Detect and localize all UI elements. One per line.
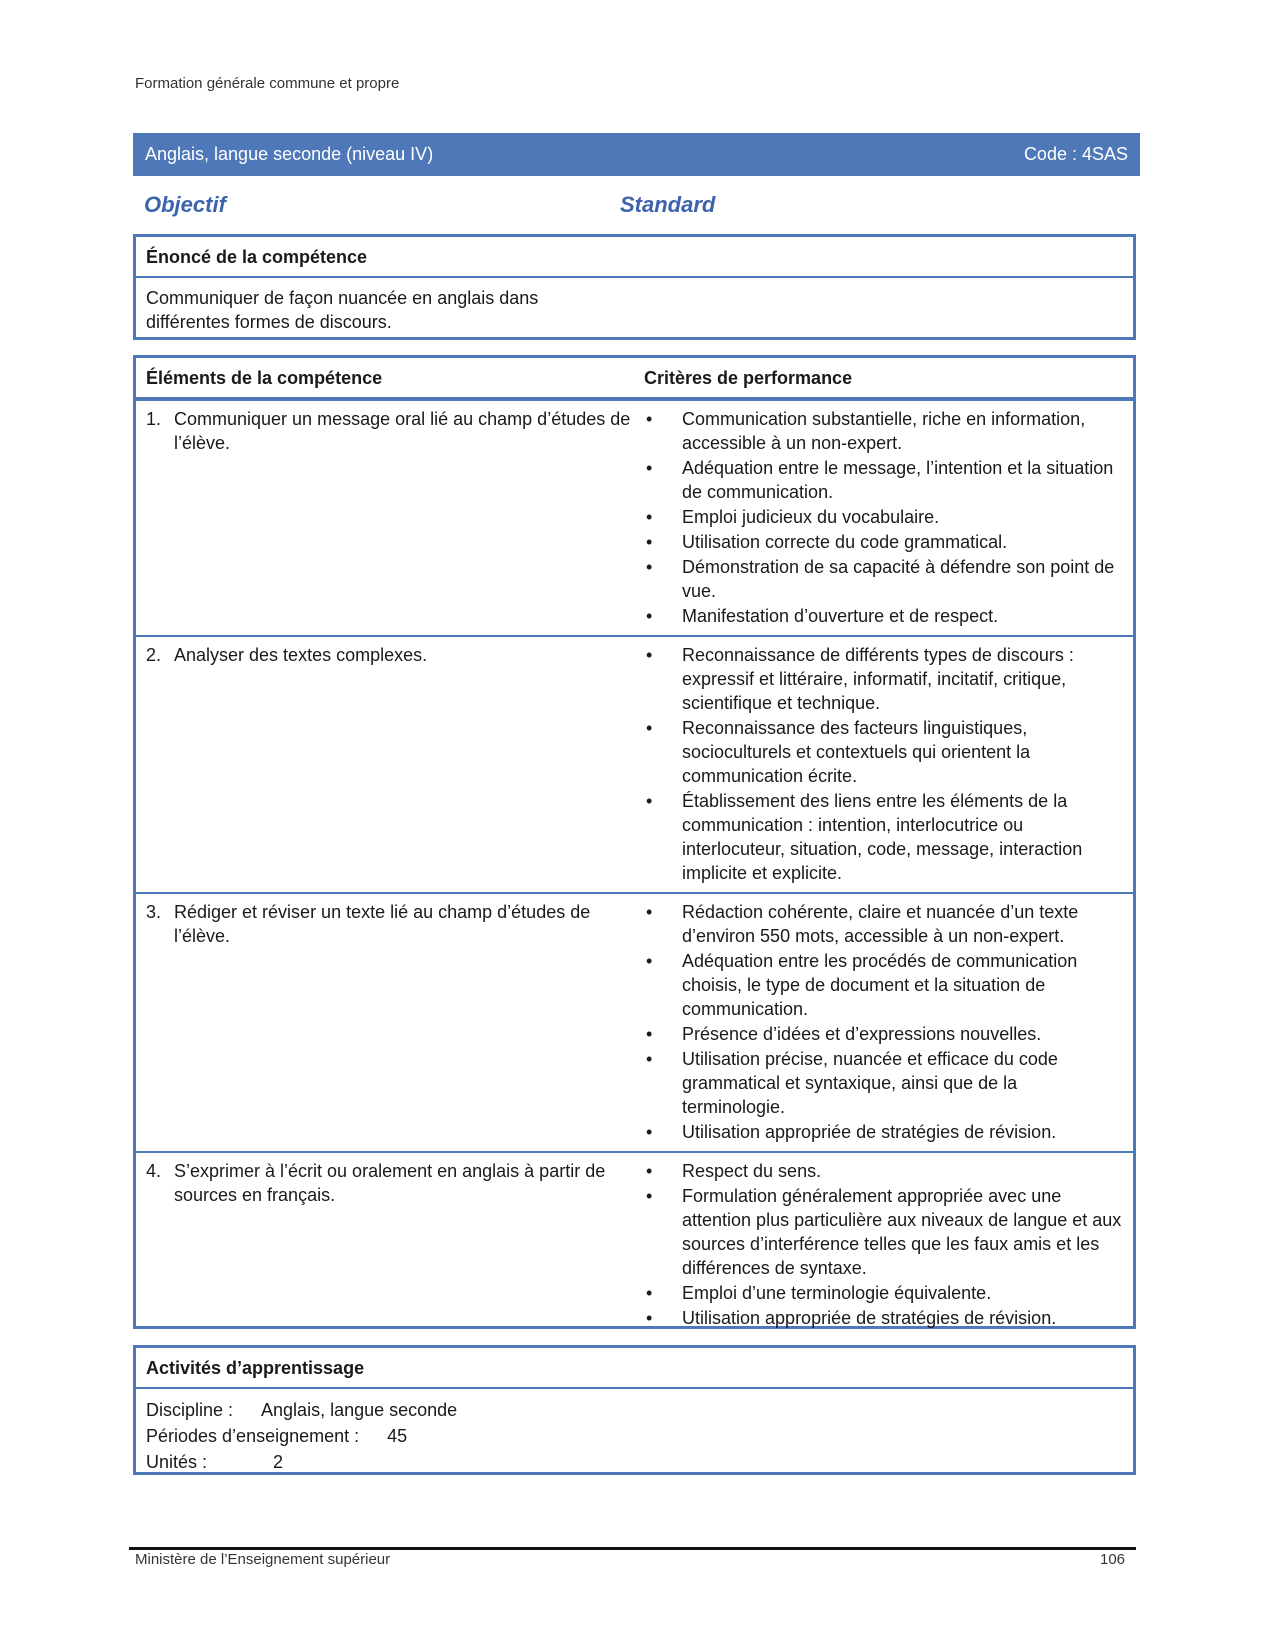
criteria-heading: Critères de performance — [644, 368, 853, 388]
element-text: Rédiger et réviser un texte lié au champ d’études de l’élève. — [174, 902, 591, 946]
elements-header — [136, 358, 1133, 399]
running-head: Formation générale commune et propre — [135, 75, 400, 92]
course-code: Code : 4SAS — [1023, 144, 1128, 164]
enonce-text: Communiquer de façon nuancée en anglais dans différentes formes de discours. — [146, 288, 539, 332]
element-row — [136, 399, 1133, 635]
objectif-label: Objectif — [144, 192, 226, 217]
page-number: 106 — [1100, 1551, 1126, 1568]
activity-line-units — [146, 1449, 1123, 1475]
activity-line-discipline — [146, 1397, 1123, 1423]
footer-rule — [129, 1547, 1136, 1550]
criterion: • Communication substantielle, riche en information, accessible à un non-expert. — [644, 407, 1123, 455]
course-code-bar — [133, 133, 1140, 176]
activity-value: 2 — [273, 1452, 284, 1472]
standard-label: Standard — [620, 192, 716, 217]
criterion: • Respect du sens. — [644, 1159, 1123, 1183]
activity-label: Discipline : — [146, 1400, 234, 1420]
enonce-heading: Énoncé de la compétence — [136, 237, 1133, 278]
element-row — [136, 892, 1133, 1151]
criterion: • Démonstration de sa capacité à défendre son point de vue. — [644, 555, 1123, 603]
activity-value: 45 — [387, 1426, 408, 1446]
activity-value: Anglais, langue seconde — [261, 1400, 458, 1420]
criteria-list — [644, 900, 1123, 1145]
criterion: • Utilisation appropriée de stratégies de révision. — [644, 1120, 1123, 1144]
criterion: • Emploi d’une terminologie équivalente. — [644, 1281, 1123, 1305]
criterion: • Reconnaissance des facteurs linguistiques, socioculturels et contextuels qui orientent la communication écrite. — [644, 716, 1123, 788]
criteria-list — [644, 1159, 1123, 1331]
criterion: • Utilisation correcte du code grammatical. — [644, 530, 1123, 554]
course-title: Anglais, langue seconde (niveau IV) — [145, 144, 434, 164]
criterion: • Formulation généralement appropriée avec une attention plus particulière aux niveaux de langue et aux sources d’interférence telles que les faux amis et les différences de syntaxe. — [644, 1184, 1123, 1280]
element-number: 4. — [146, 1161, 162, 1181]
criteria-list — [644, 407, 1123, 629]
criterion: • Présence d’idées et d’expressions nouvelles. — [644, 1022, 1123, 1046]
activity-label: Périodes d’enseignement : — [146, 1426, 360, 1446]
element-text: S’exprimer à l’écrit ou oralement en anglais à partir de sources en français. — [174, 1161, 606, 1205]
activities-box — [133, 1345, 1136, 1475]
element-number: 2. — [146, 645, 162, 665]
criterion: • Établissement des liens entre les éléments de la communication : intention, interlocutrice ou interlocuteur, situation, code, message, interaction implicite et explicite. — [644, 789, 1123, 885]
criterion: • Manifestation d’ouverture et de respect. — [644, 604, 1123, 628]
enonce-box — [133, 234, 1136, 340]
elements-heading: Éléments de la compétence — [146, 368, 383, 388]
criterion: • Utilisation appropriée de stratégies de révision. — [644, 1306, 1123, 1330]
criterion: • Rédaction cohérente, claire et nuancée d’un texte d’environ 550 mots, accessible à un non-expert. — [644, 900, 1123, 948]
activities-heading: Activités d’apprentissage — [136, 1348, 1133, 1389]
element-text: Analyser des textes complexes. — [174, 645, 428, 665]
element-text: Communiquer un message oral lié au champ d’études de l’élève. — [174, 409, 631, 453]
criterion: • Adéquation entre les procédés de communication choisis, le type de document et la situation de communication. — [644, 949, 1123, 1021]
criterion: • Adéquation entre le message, l’intention et la situation de communication. — [644, 456, 1123, 504]
activity-line-periods — [146, 1423, 1123, 1449]
element-row — [136, 1151, 1133, 1337]
criterion: • Utilisation précise, nuancée et efficace du code grammatical et syntaxique, ainsi que de la terminologie. — [644, 1047, 1123, 1119]
criterion: • Reconnaissance de différents types de discours : expressif et littéraire, informatif, incitatif, critique, scientifique et technique. — [644, 643, 1123, 715]
element-row — [136, 635, 1133, 892]
activity-label: Unités : — [146, 1452, 208, 1472]
criteria-list — [644, 643, 1123, 886]
element-number: 3. — [146, 902, 162, 922]
footer-publisher: Ministère de l’Enseignement supérieur — [135, 1551, 391, 1568]
elements-box — [133, 355, 1136, 1329]
element-number: 1. — [146, 409, 162, 429]
criterion: • Emploi judicieux du vocabulaire. — [644, 505, 1123, 529]
